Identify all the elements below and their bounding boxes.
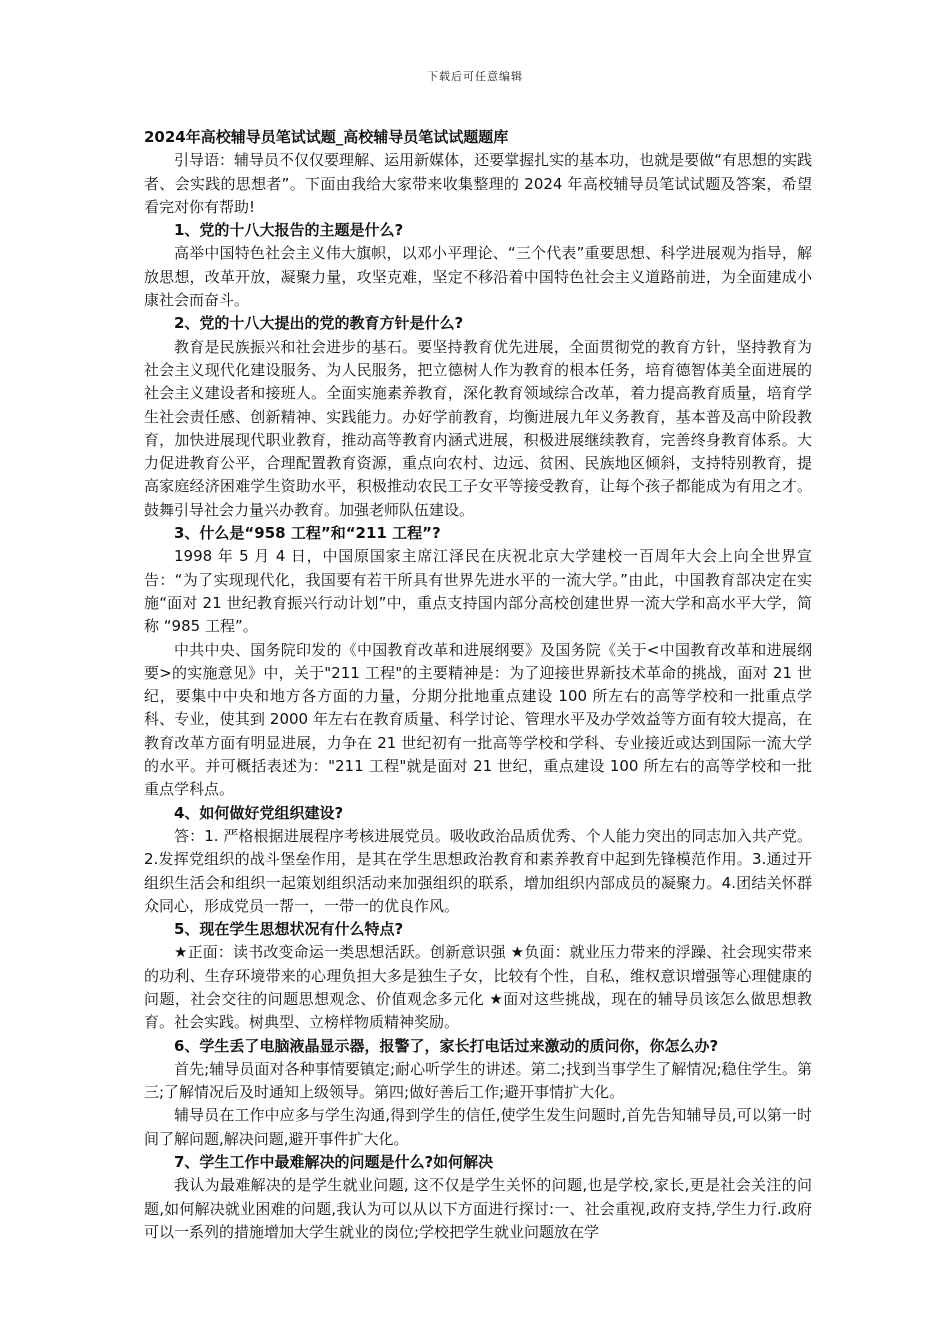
answer-7-paragraph: 我认为最难解决的是学生就业问题, 这不仅是学生关怀的问题,也是学校,家长,更是社会关注的问题,如何解决就业困难的问题,我认为可以从以下方面进行探讨:一、社会重视,政府支持,学生力行.政府可以一系列的措施增加大学生就业的岗位;学校把学生就业问题放在学	[144, 1176, 812, 1241]
question-1: 1、党的十八大报告的主题是什么?	[174, 221, 404, 240]
answer-2-paragraph: 教育是民族振兴和社会进步的基石。要坚持教育优先进展，全面贯彻党的教育方针，坚持教育为社会主义现代化建设服务、为人民服务，把立德树人作为教育的根本任务，培育德智体美全面进展的社会主义建设者和接班人。全面实施素养教育，深化教育领域综合改革，着力提高教育质量，培育学生社会责任感、创新精神、实践能力。办好学前教育，均衡进展九年义务教育，基本普及高中阶段教育，加快进展现代职业教育，推动高等教育内涵式进展，积极进展继续教育，完善终身教育体系。大力促进教育公平，合理配置教育资源，重点向农村、边远、贫困、民族地区倾斜，支持特别教育，提高家庭经济困难学生资助水平，积极推动农民工子女平等接受教育，让每个孩子都能成为有用之才。鼓舞引导社会力量兴办教育。加强老师队伍建设。	[144, 337, 812, 519]
answer-3-paragraph-2: 中共中央、国务院印发的《中国教育改革和进展纲要》及国务院《关于<中国教育改革和进展纲要>的实施意见》中，关于"211 工程"的主要精神是：为了迎接世界新技术革命的挑战，面对 21 世纪，要集中中央和地方各方面的力量，分期分批地重点建设 100 所左右的高等学校和一批重点学科、专业，使其到 2000 年左右在教育质量、科学讨论、管理水平及办学效益等方面有较大提高，在教育改革方面有明显进展，力争在 21 世纪初有一批高等学校和学科、专业接近或达到国际一流大学的水平。并可概括表述为："211 工程"就是面对 21 世纪，重点建设 100 所左右的高等学校和一批重点学科点。	[144, 640, 812, 799]
answer-6-paragraph-1: 首先;辅导员面对各种事情要镇定;耐心听学生的讲述。第二;找到当事学生了解情况;稳住学生。第三;了解情况后及时通知上级领导。第四;做好善后工作;避开事情扩大化。	[144, 1059, 812, 1102]
question-3: 3、什么是“958 工程”和“211 工程”?	[174, 524, 441, 543]
intro-paragraph: 引导语：辅导员不仅仅要理解、运用新媒体，还要掌握扎实的基本功，也就是要做“有思想的实践者、会实践的思想者”。下面由我给大家带来收集整理的 2024 年高校辅导员笔试试题及答案，希望看完对你有帮助!	[144, 151, 812, 216]
page-header-note: 下载后可任意编辑	[427, 70, 523, 83]
question-2: 2、党的十八大提出的党的教育方针是什么?	[174, 314, 464, 333]
answer-5-paragraph: ★正面：读书改变命运一类思想活跃。创新意识强 ★负面：就业压力带来的浮躁、社会现实带来的功利、生存环境带来的心理负担大多是独生子女，比较有个性，自私，维权意识增强等心理健康的问题，社会交往的问题思想观念、价值观念多元化 ★面对这些挑战，现在的辅导员该怎么做思想教育。社会实践。树典型、立榜样物质精神奖励。	[144, 943, 812, 1032]
answer-3-paragraph-1: 1998 年 5 月 4 日，中国原国家主席江泽民在庆祝北京大学建校一百周年大会上向全世界宣告：“为了实现现代化，我国要有若干所具有世界先进水平的一流大学。”由此，中国教育部决定在实施“面对 21 世纪教育振兴行动计划”中，重点支持国内部分高校创建世界一流大学和高水平大学，简称 “985 工程”。	[144, 547, 812, 636]
question-7: 7、学生工作中最难解决的问题是什么?如何解决	[174, 1153, 494, 1172]
answer-4-paragraph: 答：1. 严格根据进展程序考核进展党员。吸收政治品质优秀、个人能力突出的同志加入共产党。2.发挥党组织的战斗堡垒作用，是其在学生思想政治教育和素养教育中起到先锋模范作用。3.通过开组织生活会和组织一起策划组织活动来加强组织的联系，增加组织内部成员的凝聚力。4.团结关怀群众同心，形成党员一帮一，一带一的优良作风。	[144, 826, 812, 915]
document-body	[144, 126, 812, 1244]
question-4: 4、如何做好党组织建设?	[174, 803, 344, 822]
question-5: 5、现在学生思想状况有什么特点?	[174, 920, 404, 939]
document-title: 2024年高校辅导员笔试试题_高校辅导员笔试试题题库	[144, 128, 509, 146]
answer-6-paragraph-2: 辅导员在工作中应多与学生沟通,得到学生的信任,使学生发生问题时,首先告知辅导员,可以第一时间了解问题,解决问题,避开事件扩大化。	[144, 1106, 812, 1148]
answer-1-paragraph: 高举中国特色社会主义伟大旗帜，以邓小平理论、“三个代表”重要思想、科学进展观为指导，解放思想，改革开放，凝聚力量，攻坚克难，坚定不移沿着中国特色社会主义道路前进，为全面建成小康社会而奋斗。	[144, 244, 812, 310]
question-6: 6、学生丢了电脑液晶显示器，报警了，家长打电话过来激动的质问你，你怎么办?	[174, 1036, 719, 1055]
